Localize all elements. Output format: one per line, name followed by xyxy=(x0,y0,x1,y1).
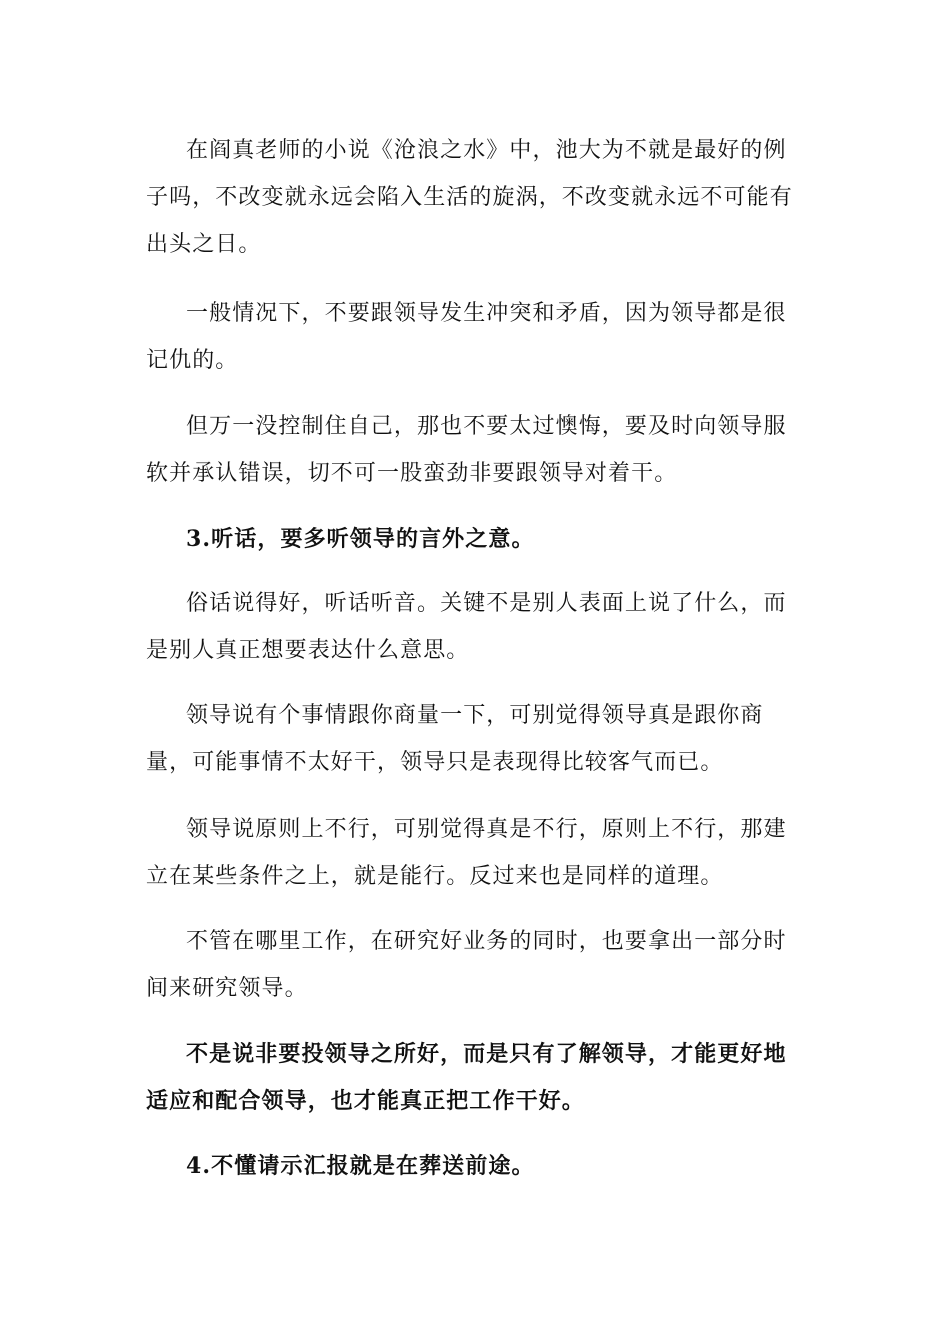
section-heading-4: 4.不懂请示汇报就是在葬送前途。 xyxy=(186,1153,535,1179)
paragraph-understand-leader: 不是说非要投领导之所好，而是只有了解领导，才能更好地适应和配合领导，也才能真正把工作干好。 xyxy=(146,1041,787,1114)
paragraph-admit-mistake: 但万一没控制住自己，那也不要太过懊悔，要及时向领导服软并承认错误，切不可一股蛮劲非要跟领导对着干。 xyxy=(146,414,787,486)
paragraph-avoid-conflict: 一般情况下，不要跟领导发生冲突和矛盾，因为领导都是很记仇的。 xyxy=(146,301,787,373)
paragraph-novel-example: 在阎真老师的小说《沧浪之水》中，池大为不就是最好的例子吗，不改变就永远会陷入生活的旋涡，不改变就永远不可能有出头之日。 xyxy=(146,138,793,257)
paragraph-discuss-example: 领导说有个事情跟你商量一下，可别觉得领导真是跟你商量，可能事情不太好干，领导只是表现得比较客气而已。 xyxy=(146,703,764,775)
section-heading-3: 3.听话，要多听领导的言外之意。 xyxy=(186,526,535,552)
paragraph-study-leader: 不管在哪里工作，在研究好业务的同时，也要拿出一部分时间来研究领导。 xyxy=(146,929,787,1001)
paragraph-hear-meaning: 俗话说得好，听话听音。关键不是别人表面上说了什么，而是别人真正想要表达什么意思。 xyxy=(146,591,787,663)
paragraph-principle-example: 领导说原则上不行，可别觉得真是不行，原则上不行，那建立在某些条件之上，就是能行。反过来也是同样的道理。 xyxy=(146,817,787,889)
